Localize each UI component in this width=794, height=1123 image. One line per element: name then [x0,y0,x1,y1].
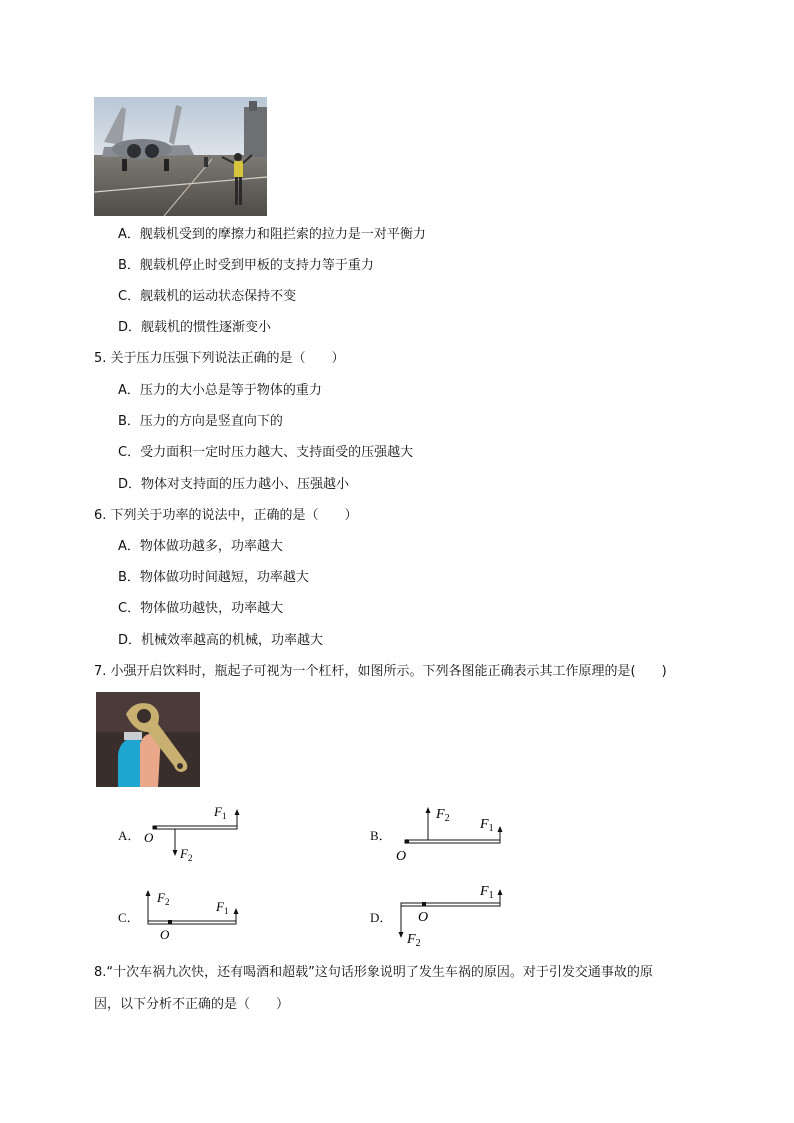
force-f2-label: $F_2$ [436,807,450,824]
force-f2-label: $F_2$ [157,890,170,907]
q4-option-b: B．舰载机停止时受到甲板的支持力等于重力 [118,258,374,273]
lever-diagram-a [140,800,250,870]
force-f1-label: $F_1$ [480,884,494,901]
force-f1-label: $F_1$ [480,817,494,834]
q7-option-c-label: C． [118,910,140,925]
q7-stem: 7. 小强开启饮料时，瓶起子可视为一个杠杆，如图所示。下列各图能正确表示其工作原理的是( ) [94,664,667,679]
pivot-dot [168,920,172,924]
q5-option-c: C．受力面积一定时压力越大、支持面受的压强越大 [118,445,414,460]
force-f1-label: $F_1$ [214,804,227,821]
lever-diagram-c [140,880,250,950]
q6-option-d: D．机械效率越高的机械，功率越大 [118,633,324,648]
q7-option-b-label: B． [370,828,392,843]
q4-option-a: A．舰载机受到的摩擦力和阻拦索的拉力是一对平衡力 [118,227,426,242]
q8-stem-line1: 8.“十次车祸九次快，还有喝酒和超载”这句话形象说明了发生车祸的原因。对于引发交通事故的原 [94,965,653,980]
lever-diagram-b [390,798,510,868]
q5-option-a: A．压力的大小总是等于物体的重力 [118,383,322,398]
pivot-label: O [418,910,429,925]
force-f2-label: $F_2$ [180,846,193,863]
carrier-jet-photo [94,97,267,216]
bottle-opener-photo [96,692,200,787]
q4-option-c: C．舰载机的运动状态保持不变 [118,289,297,304]
q7-option-d-label: D． [370,910,393,925]
q6-option-c: C．物体做功越快，功率越大 [118,601,284,616]
pivot-dot [405,839,409,843]
pivot-label: O [160,927,170,942]
q5-option-d: D．物体对支持面的压力越小、压强越小 [118,477,350,492]
q8-stem-line2: 因，以下分析不正确的是（ ） [94,997,290,1012]
pivot-label: O [396,849,407,864]
q5-option-b: B．压力的方向是竖直向下的 [118,414,283,429]
pivot-dot [422,902,426,906]
lever-diagram-d [390,878,510,950]
q6-option-b: B．物体做功时间越短，功率越大 [118,570,309,585]
force-f1-label: $F_1$ [216,899,229,916]
q6-option-a: A．物体做功越多，功率越大 [118,539,283,554]
q5-stem: 5. 关于压力压强下列说法正确的是（ ） [94,351,345,366]
pivot-label: O [144,830,154,845]
pivot-dot [153,826,157,830]
q6-stem: 6. 下列关于功率的说法中，正确的是（ ） [94,508,358,523]
q7-option-a-label: A． [118,828,141,843]
force-f2-label: $F_2$ [407,932,421,949]
q4-option-d: D．舰载机的惯性逐渐变小 [118,320,272,335]
